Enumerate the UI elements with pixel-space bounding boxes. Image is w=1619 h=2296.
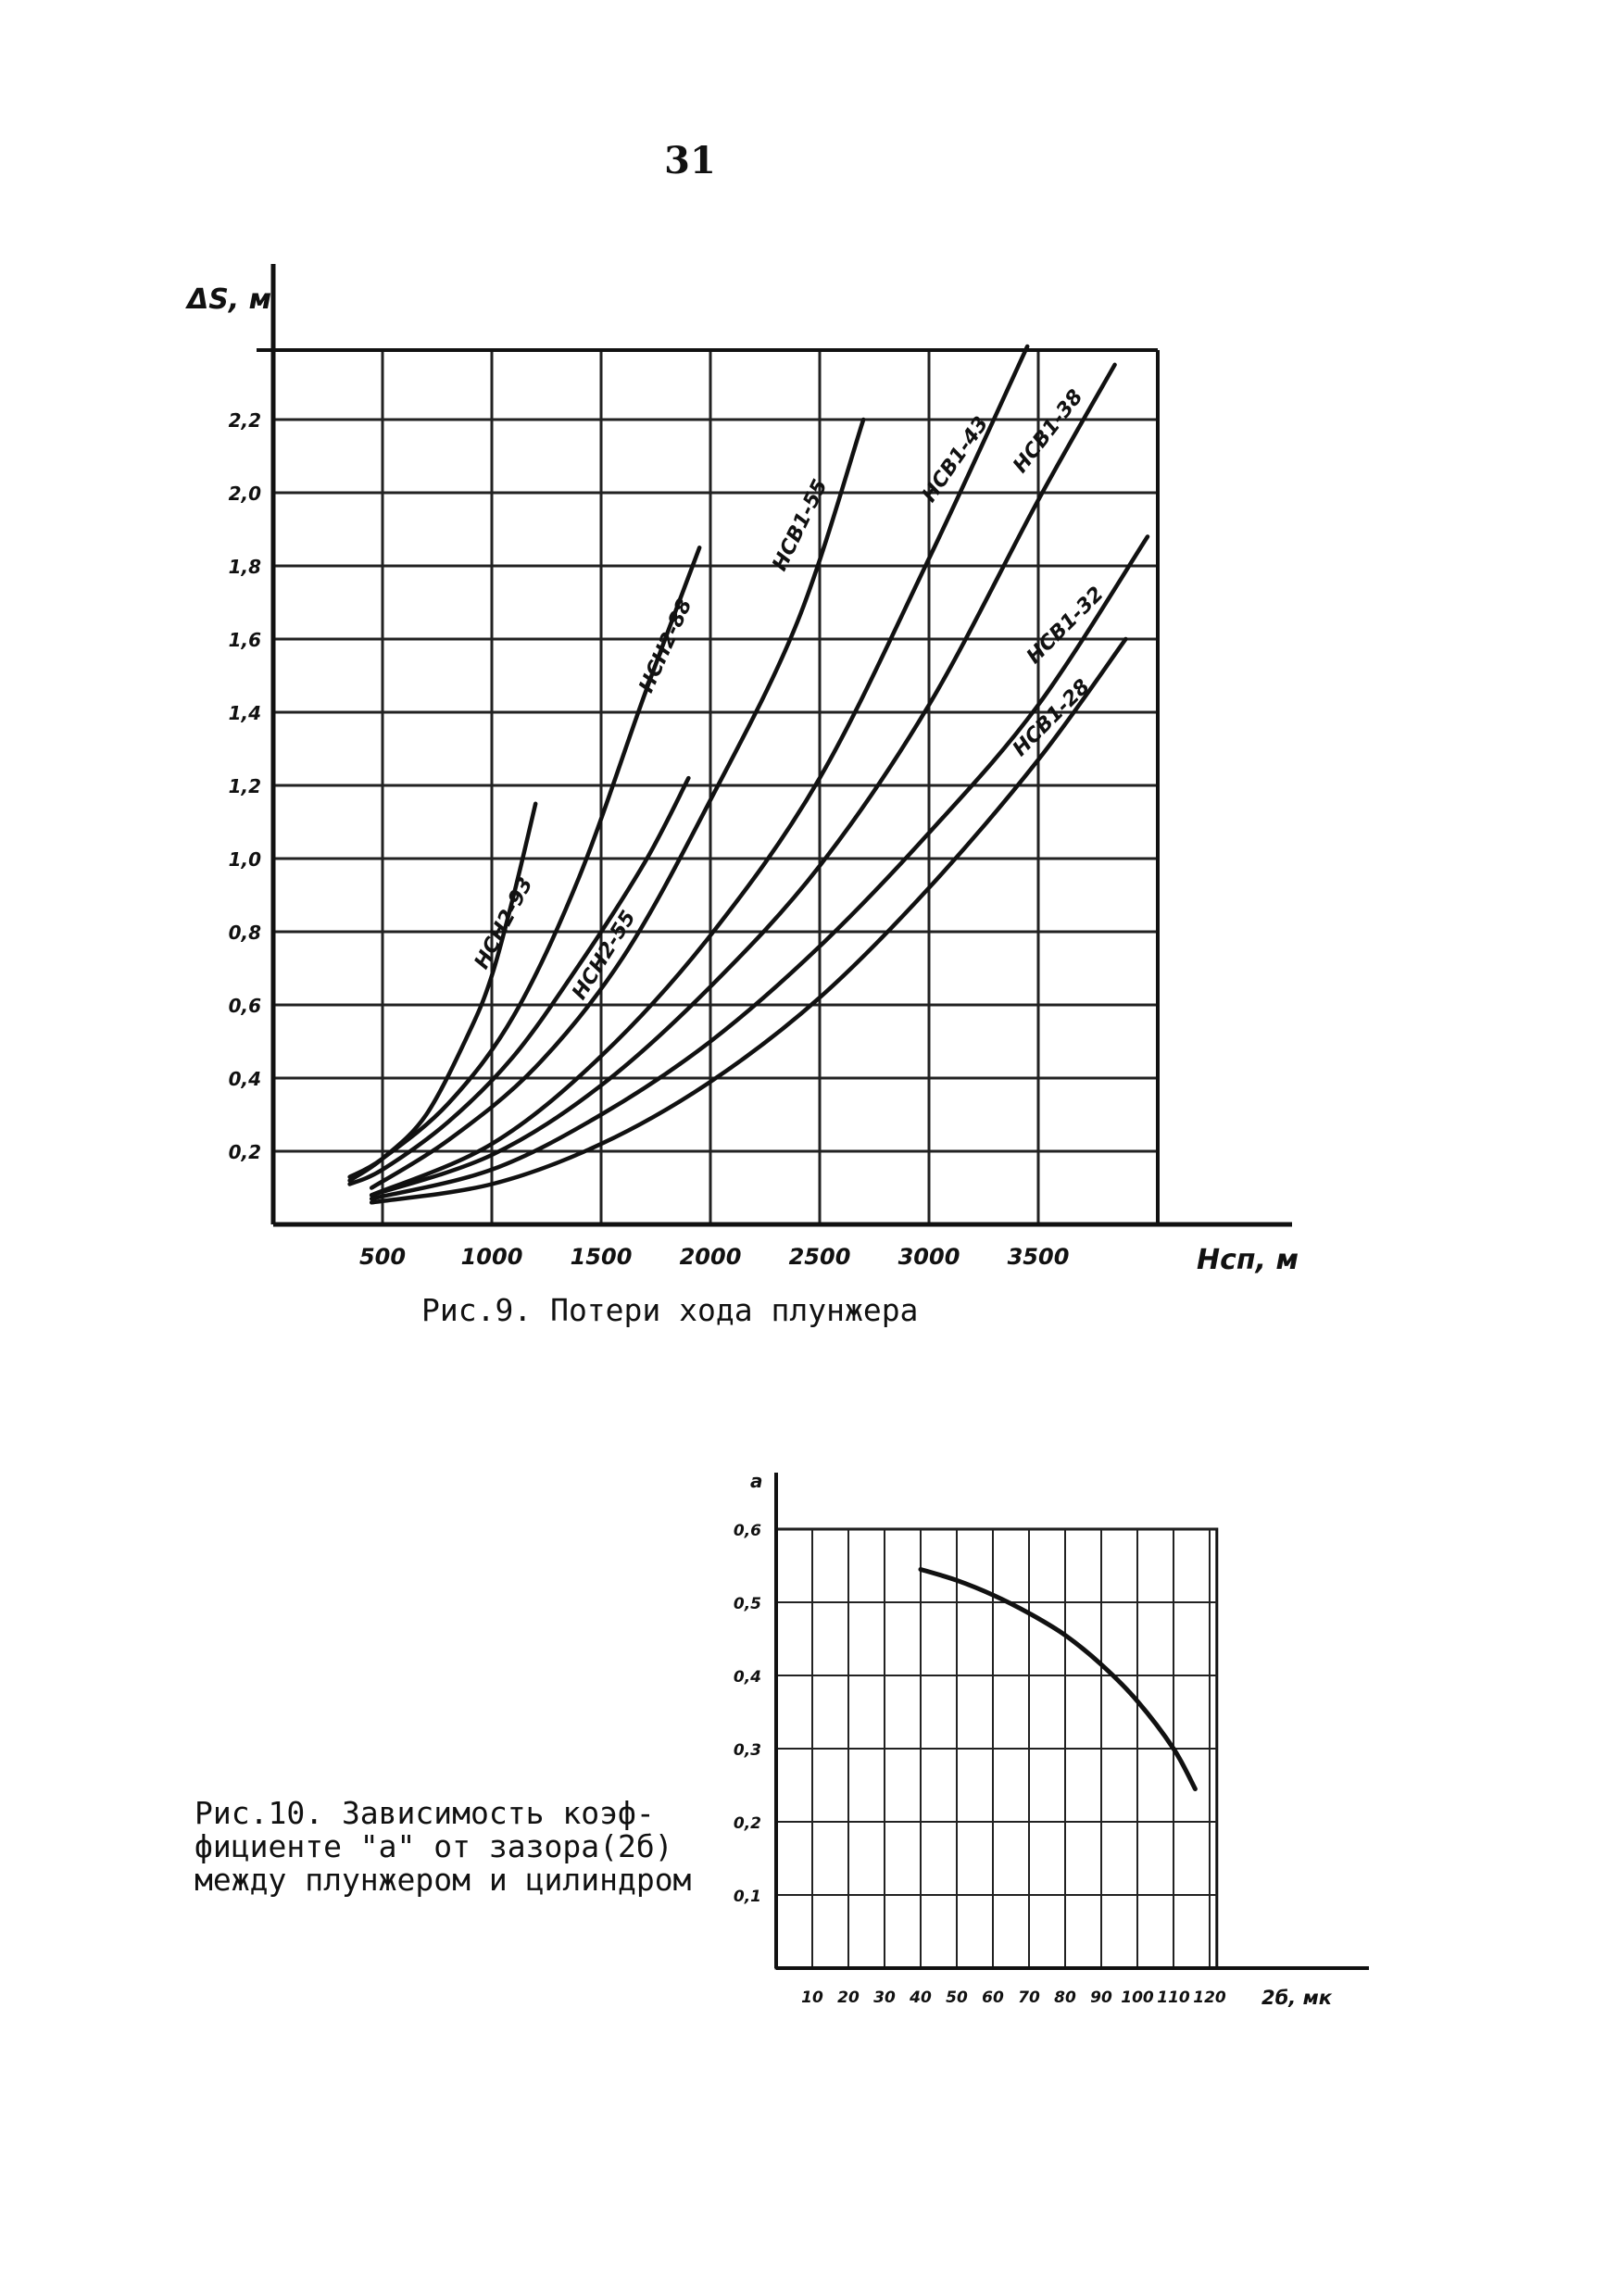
y-tick-label-0-6: 0,6 [228,995,261,1017]
fig10-x-tick-label-100: 100 [1121,1989,1154,2007]
y-tick-label-1-4: 1,4 [228,702,261,724]
x-tick-label-2000: 2000 [679,1244,742,1270]
fig10-x-tick-label-40: 40 [910,1989,932,2007]
y-tick-label-0-4: 0,4 [228,1068,261,1090]
x-tick-label-500: 500 [358,1244,407,1270]
fig10-caption-line-2: фициенте "a" от зазора(2б) [195,1828,673,1864]
series-label-1: НСН2-93 [470,873,538,973]
y-tick-label-1-8: 1,8 [228,556,261,578]
x-tick-label-1500: 1500 [570,1244,633,1270]
fig10-x-tick-label-10: 10 [801,1989,823,2007]
y-tick-label-1: 1,0 [228,848,261,871]
y-tick-label-2: 2,0 [228,483,261,505]
page-number: 31 [664,139,716,182]
fig10-x-tick-label-80: 80 [1054,1989,1076,2007]
series-label-3: НСН2-55 [568,907,641,1004]
fig10-y-tick-label-0-5: 0,5 [733,1595,761,1613]
fig10-y-axis-label: a [750,1470,763,1492]
y-tick-label-0-8: 0,8 [228,922,261,944]
series-label-7: НСВ1-32 [1022,582,1109,669]
x-tick-label-2500: 2500 [788,1244,851,1270]
fig10-y-tick-label-0-6: 0,6 [733,1522,761,1540]
fig10-caption-line-3: между плунжером и цилиндром [195,1862,692,1898]
fig10-y-tick-label-0-4: 0,4 [733,1668,761,1687]
x-tick-label-3000: 3000 [897,1244,960,1270]
y-axis-label: ΔS, м [187,283,272,316]
y-tick-label-1-6: 1,6 [228,629,261,651]
series-label-8: НСВ1-28 [1008,674,1095,761]
fig10-x-axis-label: 2б, мк [1261,1987,1332,2009]
fig10-x-tick-label-90: 90 [1090,1989,1112,2007]
series-label-4: НСВ1-55 [768,475,833,575]
fig10-x-tick-label-110: 110 [1157,1989,1190,2007]
x-axis-label: Hсп, м [1197,1244,1299,1276]
x-tick-label-1000: 1000 [460,1244,523,1270]
fig10-caption [195,1797,691,1897]
series-label-6: НСВ1-38 [1009,385,1088,478]
fig10-x-tick-label-120: 120 [1193,1989,1226,2007]
series-label-2: НСН2-88 [634,595,697,696]
y-tick-label-2-2: 2,2 [228,409,261,432]
fig10-y-tick-label-0-2: 0,2 [733,1814,761,1833]
fig10-y-tick-label-0-1: 0,1 [733,1888,761,1906]
fig10-x-tick-label-30: 30 [873,1989,896,2007]
fig10-x-tick-label-50: 50 [946,1989,968,2007]
fig10-x-tick-label-20: 20 [837,1989,860,2007]
series-label-5: НСВ1-43 [917,412,994,508]
x-tick-label-3500: 3500 [1007,1244,1070,1270]
fig10-x-tick-label-70: 70 [1018,1989,1040,2007]
fig9-caption: Рис.9. Потери хода плунжера [421,1292,919,1328]
fig10-y-tick-label-0-3: 0,3 [733,1741,761,1760]
fig10-x-tick-label-60: 60 [982,1989,1004,2007]
y-tick-label-0-2: 0,2 [228,1141,261,1163]
fig10-caption-line-1: Рис.10. Зависимость коэф- [195,1795,655,1831]
y-tick-label-1-2: 1,2 [228,775,261,797]
